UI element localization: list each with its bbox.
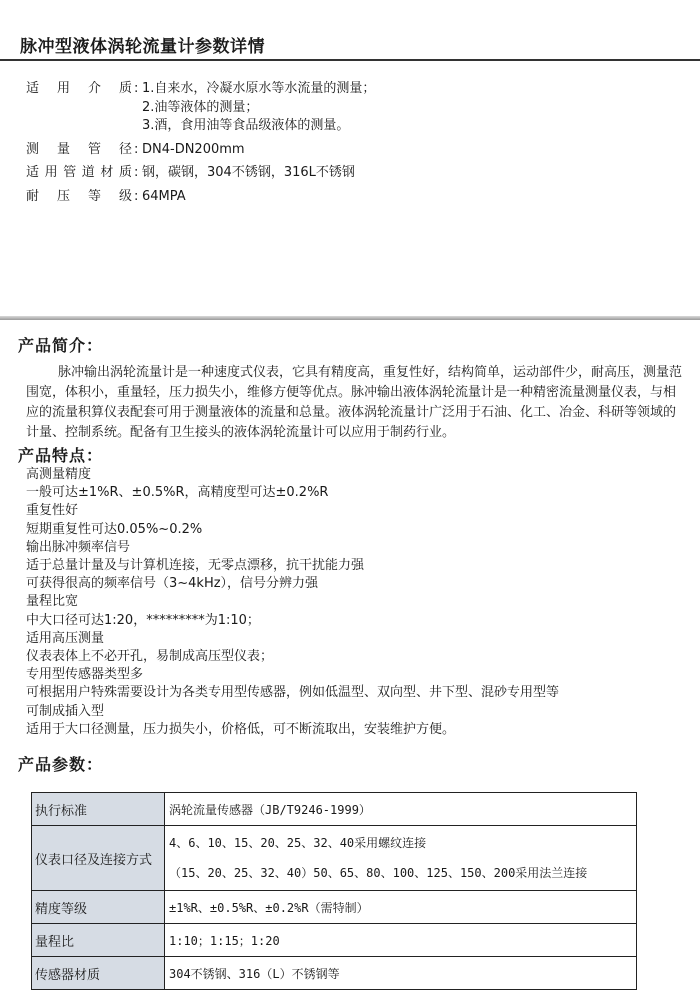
spec-values (142, 141, 245, 160)
spec-colon: : (134, 141, 139, 157)
feature-line: 可获得很高的频率信号（3~4kHz），信号分辨力强 (26, 576, 319, 592)
intro-heading: 产品简介： (18, 336, 104, 355)
param-value: 涡轮流量传感器（JB/T9246-1999） (165, 793, 637, 826)
spec-value: DN4-DN200mm (142, 141, 245, 157)
param-value: ±1%R、±0.5%R、±0.2%R（需特制） (165, 891, 637, 924)
feature-line: 可制成插入型 (26, 703, 105, 719)
param-table (31, 792, 637, 990)
param-key: 精度等级 (32, 891, 165, 924)
spec-label: 耐压等级 (26, 188, 132, 204)
feature-line: 可根据用户特殊需要设计为各类专用型传感器，例如低温型、双向型、井下型、混砂专用型等 (26, 685, 560, 701)
param-key: 量程比 (32, 924, 165, 957)
param-key: 传感器材质 (32, 957, 165, 990)
spec-colon: : (134, 81, 139, 96)
feature-line: 适于总量计量及与计算机连接，无零点漂移，抗干扰能力强 (26, 558, 365, 574)
title-divider (0, 59, 700, 61)
spec-list (26, 80, 375, 211)
spec-row-medium (26, 80, 375, 136)
spec-colon: : (134, 188, 139, 204)
spec-row-pipe-material (26, 164, 375, 183)
section-divider-band (0, 316, 700, 320)
page-title: 脉冲型液体涡轮流量计参数详情 (20, 37, 265, 57)
feature-line: 仪表表体上不必开孔，易制成高压型仪表； (26, 649, 274, 665)
param-key: 执行标准 (32, 793, 165, 826)
param-key: 仪表口径及连接方式 (32, 826, 165, 891)
spec-value: 钢，碳钢，304不锈钢，316L不锈钢 (142, 165, 355, 180)
param-value: 304不锈钢、316（L）不锈钢等 (165, 957, 637, 990)
spec-values (142, 188, 186, 207)
table-row (32, 826, 637, 891)
table-row (32, 891, 637, 924)
param-value: （15、20、25、32、40）50、65、80、100、125、150、200采用法兰连接 (169, 866, 588, 880)
table-row (32, 793, 637, 826)
feature-line: 量程比宽 (26, 594, 79, 610)
spec-value: 1.自来水，冷凝水原水等水流量的测量； (142, 81, 376, 96)
spec-label: 测量管径 (26, 141, 132, 157)
table-row (32, 957, 637, 990)
feature-line: 重复性好 (26, 503, 79, 519)
features-heading: 产品特点： (18, 446, 104, 465)
param-value: 4、6、10、15、20、25、32、40采用螺纹连接 (169, 836, 427, 850)
feature-line: 短期重复性可达0.05%~0.2% (26, 521, 203, 537)
params-heading: 产品参数： (18, 755, 104, 774)
feature-line: 高测量精度 (26, 467, 92, 482)
table-row (32, 924, 637, 957)
spec-value: 3.酒，食用油等食品级液体的测量。 (142, 118, 350, 133)
spec-values (142, 80, 375, 136)
spec-value: 2.油等液体的测量； (142, 99, 259, 115)
spec-label: 适用介质 (26, 81, 132, 96)
param-value: 1:10；1:15；1:20 (165, 924, 637, 957)
feature-line: 中大口径可达1:20，*********为1:10； (26, 612, 260, 628)
feature-line: 输出脉冲频率信号 (26, 539, 131, 555)
feature-line: 专用型传感器类型多 (26, 667, 144, 683)
spec-value: 64MPA (142, 188, 186, 204)
spec-row-diameter (26, 141, 375, 160)
feature-list (26, 466, 559, 739)
spec-row-pressure (26, 188, 375, 207)
spec-values (142, 164, 355, 183)
feature-line: 适用于大口径测量，压力损失小，价格低，可不断流取出，安装维护方便。 (26, 721, 456, 737)
param-value-multi (165, 826, 637, 891)
intro-paragraph: 脉冲输出涡轮流量计是一种速度式仪表，它具有精度高，重复性好，结构简单，运动部件少，耐高压，测量范围宽，体积小，重量轻，压力损失小，维修方便等优点。脉冲输出液体涡轮流量计是一种精密流量测量仪表，与相应的流量积算仪表配套可用于测量液体的流量和总量。液体涡轮流量计广泛用于石油、化工、冶金、科研等领域的计量、控制系统。配备有卫生接头的液体涡轮流量计可以应用于制药行业。 (26, 365, 683, 440)
feature-line: 一般可达±1%R、±0.5%R，高精度型可达±0.2%R (26, 485, 329, 501)
spec-label: 适用管道材质 (26, 165, 132, 180)
spec-colon: : (134, 165, 139, 180)
feature-line: 适用高压测量 (26, 630, 105, 646)
